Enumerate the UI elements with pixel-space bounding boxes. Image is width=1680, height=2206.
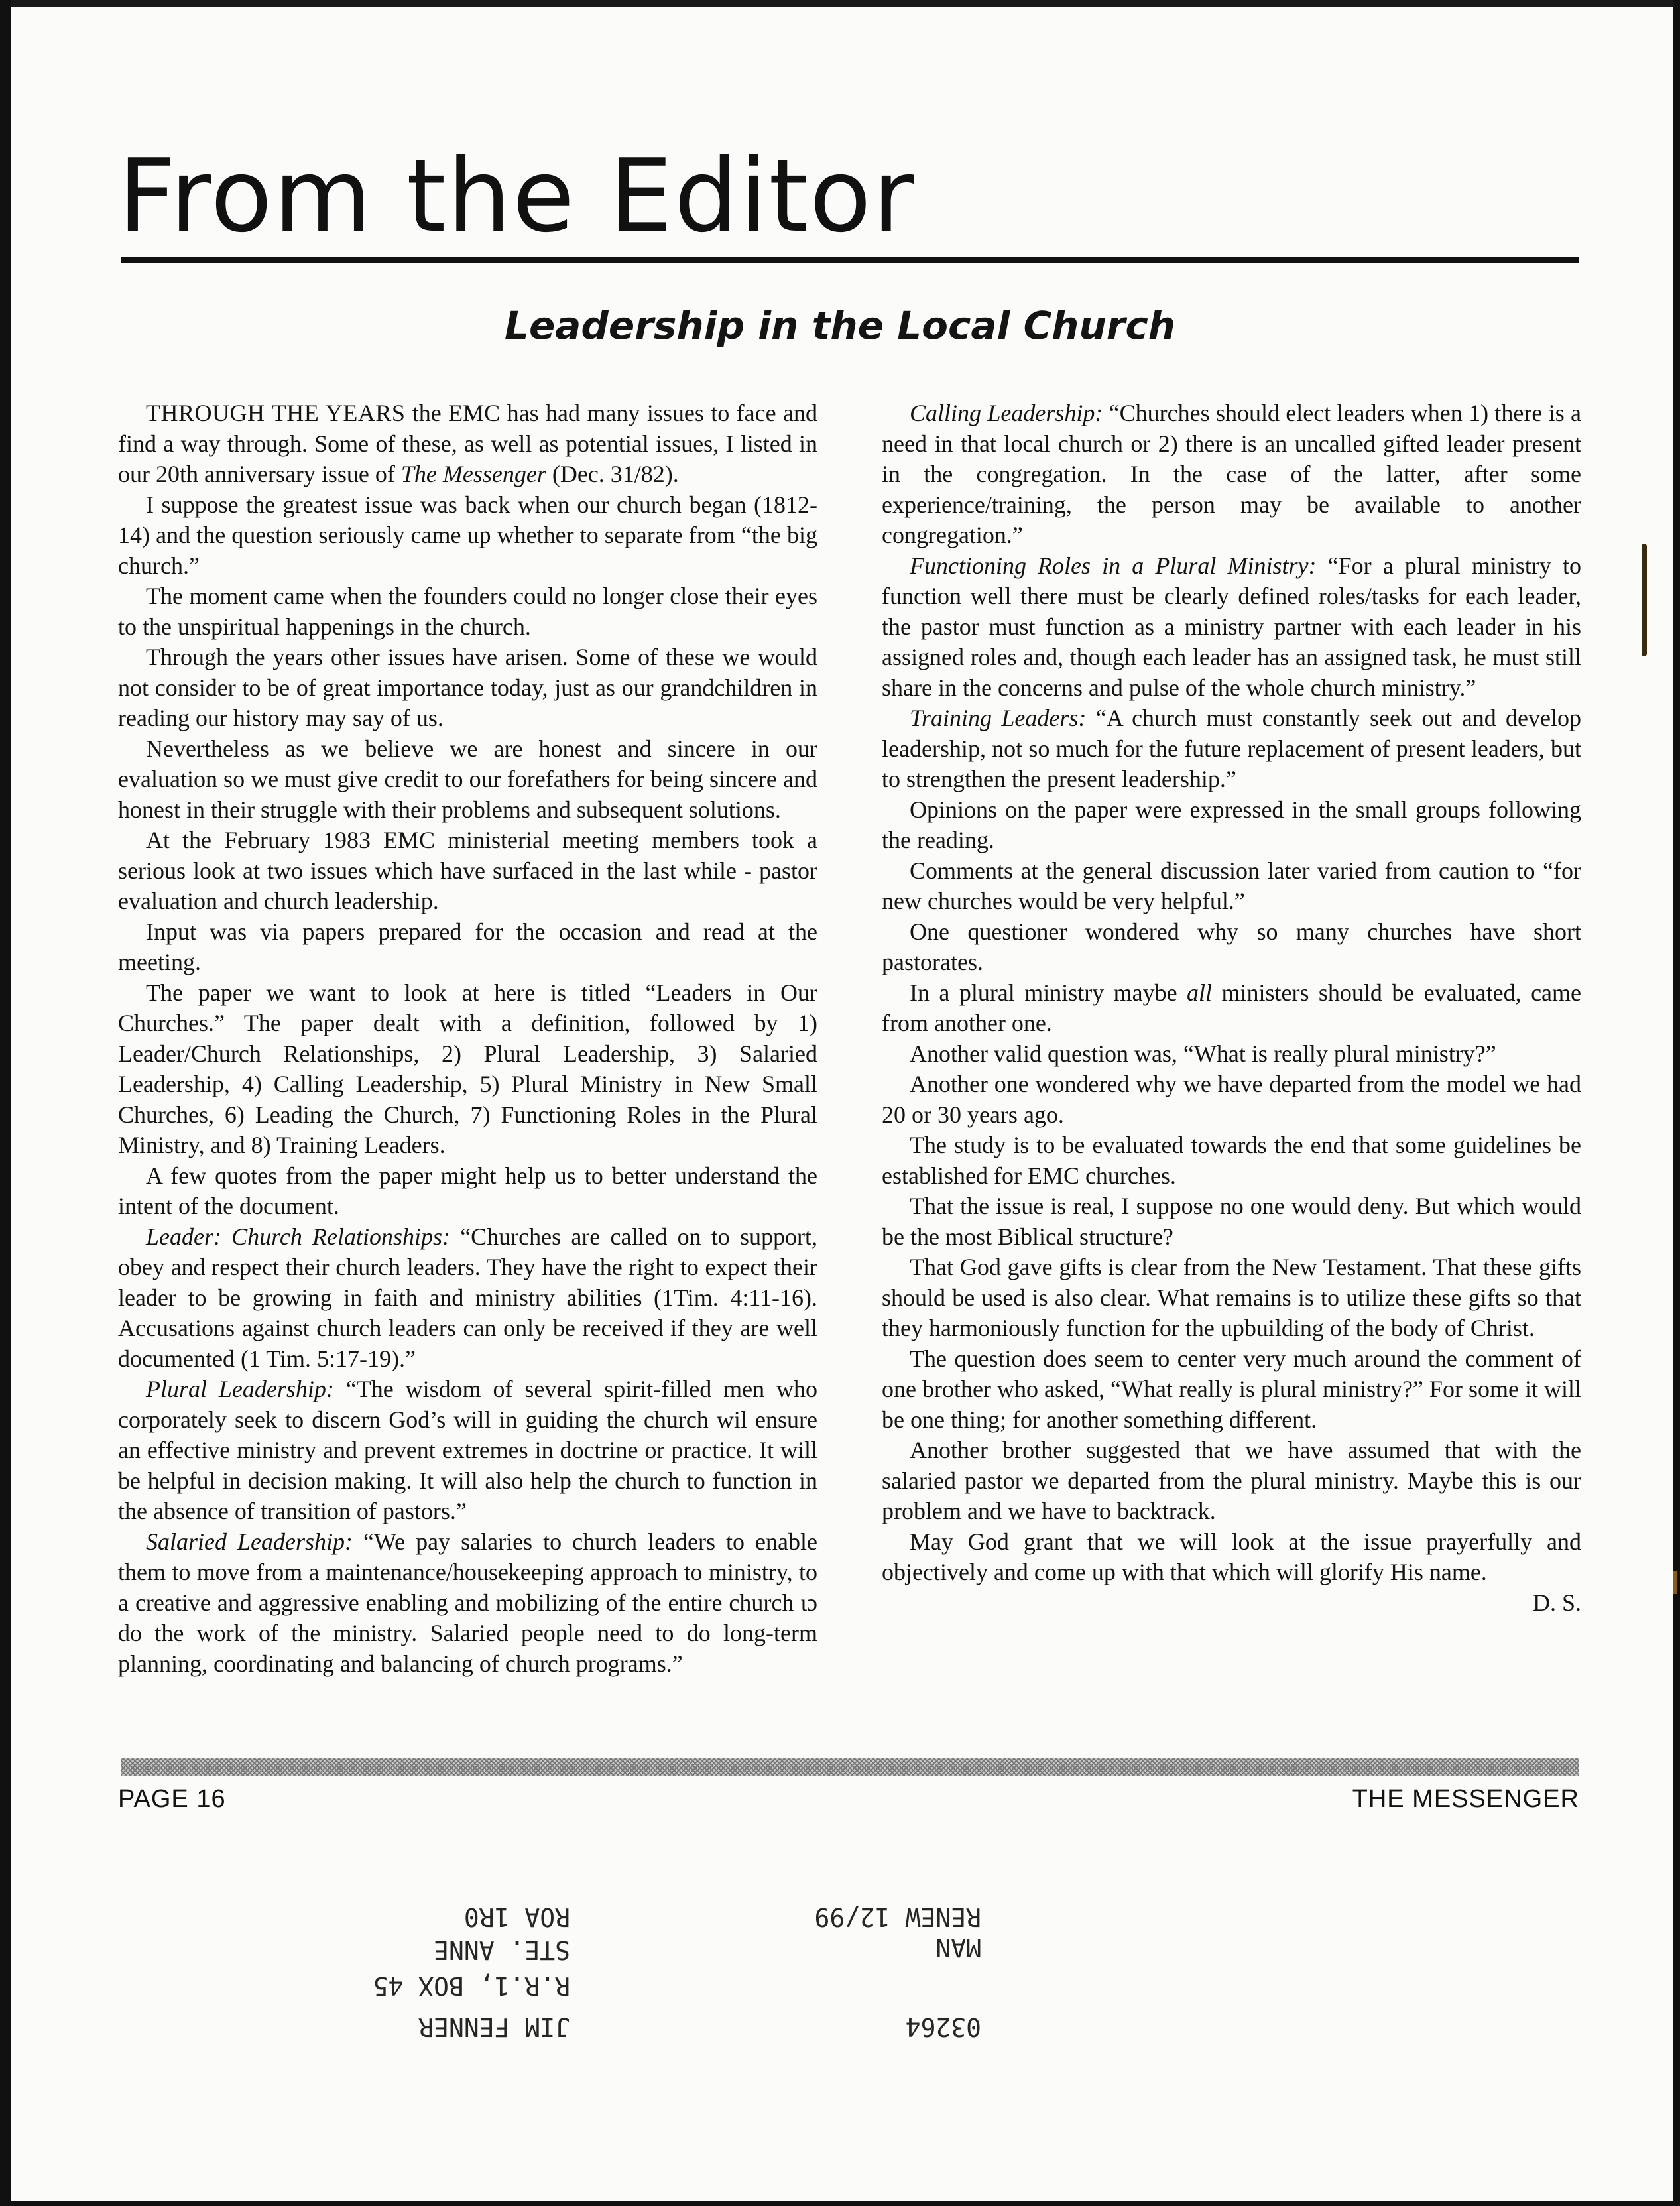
label-address: R.R.1, BOX 45 — [373, 1971, 570, 2000]
paragraph: The paper we want to look at here is titled “Leaders in Our Churches.” The paper dealt with a definition, followed by 1) Leader/Church Relationships, 2) Plural Leadership, 3) Salaried Leadership, 4) Calling Leadership, 5) Plural Ministry in New Small Churches, 6) Leading the Church, 7) Functioning Roles in the Plural Ministry, and 8) Training Leaders. — [118, 979, 817, 1158]
paragraph: Through the years other issues have arisen. Some of these we would not consider to be of great importance today, just as our grandchildren in reading our history may say of us. — [118, 644, 817, 731]
article-column-right — [882, 398, 1581, 1618]
paragraph: The question does seem to center very much around the comment of one brother who asked, “What really is plural ministry?” For some it will be one thing; for another something different. — [882, 1345, 1581, 1433]
masthead-title: From the Editor — [118, 137, 916, 255]
quote-label: Training Leaders: — [910, 705, 1087, 731]
article-headline: Leadership in the Local Church — [504, 303, 1176, 348]
label-name: JIM FENNER — [418, 2012, 570, 2042]
paragraph: Comments at the general discussion later varied from caution to “for new churches would be very helpful.” — [882, 857, 1581, 914]
paragraph: The study is to be evaluated towards the end that some guidelines be established for EMC churches. — [882, 1132, 1581, 1189]
paragraph: Another brother suggested that we have assumed that with the salaried pastor we departed from the plural ministry. Maybe this is our problem and we have to backtrack. — [882, 1437, 1581, 1524]
margin-mark — [1673, 1571, 1677, 1594]
author-signature: D. S. — [1532, 1589, 1581, 1616]
scan-edge-top — [0, 0, 1680, 7]
paragraph: Another valid question was, “What is really plural ministry?” — [910, 1040, 1496, 1067]
label-province: MAN — [935, 1933, 981, 1962]
paragraph: Opinions on the paper were expressed in the small groups following the reading. — [882, 796, 1581, 853]
paragraph: One questioner wondered why so many churches have short pastorates. — [882, 918, 1581, 975]
quote-label: Leader: Church Relationships: — [146, 1223, 451, 1250]
paragraph: May God grant that we will look at the issue prayerfully and objectively and come up with that which will glorify His name. — [882, 1528, 1581, 1585]
label-renew: RENEW 12/99 — [814, 1902, 981, 1931]
quote-paragraph: Plural Leadership: “The wisdom of several spirit-filled men who corporately seek to discern God’s will in guiding the church wil ensure an effective ministry and prevent extremes in doctrine or practice. It will be helpful in decision making. It will also help the church to function in the absence of transition of pastors.” — [118, 1376, 817, 1524]
mailing-label — [318, 1883, 981, 2042]
page-number: PAGE 16 — [118, 1785, 226, 1813]
quote-label: Calling Leadership: — [910, 400, 1103, 426]
paragraph: Input was via papers prepared for the occasion and read at the meeting. — [118, 918, 817, 975]
article-column-left — [118, 398, 817, 1679]
masthead-rule — [121, 257, 1579, 263]
paragraph: I suppose the greatest issue was back when our church began (1812-14) and the question seriously came up whether to separate from “the big church.” — [118, 491, 817, 579]
quote-label: Functioning Roles in a Plural Ministry: — [910, 552, 1317, 579]
paragraph: Nevertheless as we believe we are honest and sincere in our evaluation so we must give credit to our forefathers for being sincere and honest in their struggle with their problems and subsequent solutions. — [118, 735, 817, 823]
paragraph: A few quotes from the paper might help us to better understand the intent of the document. — [118, 1162, 817, 1219]
publication-name: THE MESSENGER — [1352, 1785, 1579, 1813]
paragraph: That God gave gifts is clear from the New Testament. That these gifts should be used is also clear. What remains is to utilize these gifts so that they harmoniously function for the upbuilding of the body of Christ. — [882, 1254, 1581, 1341]
quote-paragraph: Salaried Leadership: “We pay salaries to church leaders to enable them to move from a maintenance/housekeeping approach to ministry, to a creative and aggressive enabling and mobilizing of the entire church ιɔ do the work of the ministry. Salaried people need to do long-term planning, coordinating and balancing of church programs.” — [118, 1528, 817, 1677]
quote-paragraph: Functioning Roles in a Plural Ministry: “For a plural ministry to function well there must be clearly defined roles/tasks for each leader, the pastor must function as a ministry partner with each leader in his assigned roles and, though each leader has an assigned task, he must still share in the concerns and pulse of the whole church ministry.” — [882, 552, 1581, 701]
footer-screen-bar — [121, 1758, 1579, 1776]
quote-label: Plural Leadership: — [146, 1376, 334, 1402]
quote-paragraph: Calling Leadership: “Churches should elect leaders when 1) there is a need in that local church or 2) there is an uncalled gifted leader present in the congregation. In the case of the latter, after some experience/training, the person may be available to another congregation.” — [882, 400, 1582, 548]
label-postal: ROA 1R0 — [463, 1902, 570, 1931]
paragraph: Another one wondered why we have departed from the model we had 20 or 30 years ago. — [882, 1071, 1581, 1128]
paragraph: THROUGH THE YEARS the EMC has had many issues to face and find a way through. Some of these, as well as potential issues, I listed in our 20th anniversary issue of The Messenger (Dec. 31/82). — [118, 400, 817, 487]
quote-paragraph: Training Leaders: “A church must constantly seek out and develop leadership, not so much for the future replacement of present leaders, but to strengthen the present leadership.” — [882, 705, 1581, 792]
paragraph: That the issue is real, I suppose no one would deny. But which would be the most Biblical structure? — [882, 1193, 1581, 1250]
scan-edge-bottom — [0, 2201, 1680, 2206]
paragraph: In a plural ministry maybe all ministers should be evaluated, came from another one. — [882, 979, 1582, 1036]
label-town: STE. ANNE — [434, 1935, 570, 1965]
paragraph: The moment came when the founders could no longer close their eyes to the unspiritual happenings in the church. — [118, 583, 817, 640]
paragraph: At the February 1983 EMC ministerial meeting members took a serious look at two issues which have surfaced in the last while - pastor evaluation and church leadership. — [118, 827, 817, 914]
quote-paragraph: Leader: Church Relationships: “Churches are called on to support, obey and respect their church leaders. They have the right to expect their leader to be growing in faith and ministry abilities (1Tim. 4:11-16). Accusations against church leaders can only be received if they are well documented (1 Tim. 5:17-19).” — [118, 1223, 817, 1372]
label-account: 03264 — [905, 2012, 981, 2042]
margin-mark — [1642, 544, 1647, 656]
quote-label: Salaried Leadership: — [146, 1528, 353, 1555]
